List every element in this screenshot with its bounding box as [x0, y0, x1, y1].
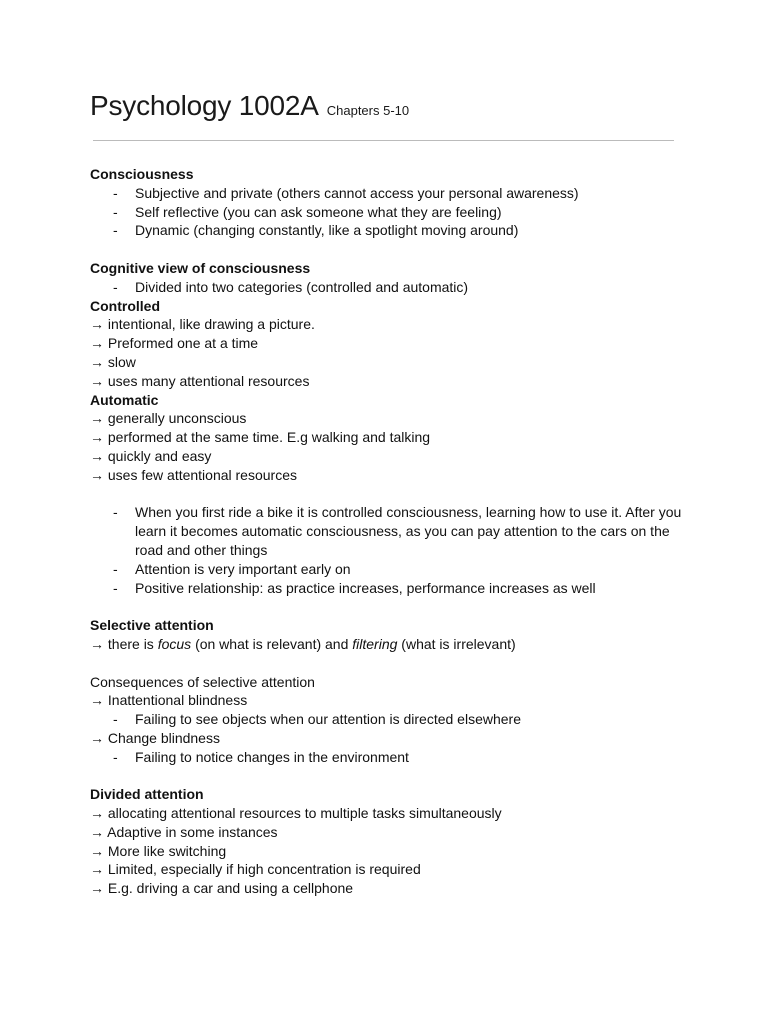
arrow-item-text: Limited, especially if high concentration is required — [107, 861, 421, 878]
focus-term: focus — [157, 635, 192, 652]
change-list — [90, 748, 690, 767]
spacer — [90, 597, 690, 616]
dash-bullet: - — [113, 203, 118, 220]
dash-bullet: - — [113, 560, 118, 577]
list-item-text: Subjective and private (others cannot access your personal awareness) — [135, 184, 579, 201]
arrow-item-text: More like switching — [107, 842, 227, 859]
list-item-text: Positive relationship: as practice increases, performance increases as well — [135, 579, 596, 596]
arrow-glyph: → — [90, 729, 104, 746]
consciousness-list — [90, 184, 690, 240]
arrow-item-text: slow — [107, 353, 136, 370]
dash-bullet: - — [113, 711, 118, 728]
list-item — [90, 710, 690, 729]
arrow-item-text: uses many attentional resources — [107, 372, 310, 389]
list-item — [90, 203, 690, 222]
dash-bullet: - — [113, 504, 118, 521]
arrow-item — [90, 860, 690, 879]
arrow-glyph: → — [90, 410, 104, 427]
arrow-item — [90, 804, 690, 823]
inattentional-list — [90, 710, 690, 729]
arrow-item — [90, 447, 690, 466]
arrow-glyph: → — [90, 447, 104, 464]
arrow-glyph: → — [90, 372, 104, 389]
dash-bullet: - — [113, 222, 118, 239]
arrow-item — [90, 823, 690, 842]
title-divider — [93, 140, 674, 141]
arrow-glyph: → — [90, 861, 104, 878]
list-item — [90, 748, 690, 767]
arrow-item — [90, 729, 690, 748]
section-heading-controlled: Controlled — [90, 297, 160, 314]
arrow-item-text: E.g. driving a car and using a cellphone — [107, 880, 354, 897]
list-item-text: Dynamic (changing constantly, like a spotlight moving around) — [135, 222, 519, 239]
list-item — [90, 560, 690, 579]
list-item-text: Self reflective (you can ask someone what they are feeling) — [135, 203, 502, 220]
arrow-item-text: quickly and easy — [107, 447, 212, 464]
arrow-item-text: Adaptive in some instances — [107, 823, 278, 840]
arrow-item — [90, 428, 690, 447]
section-heading-selective: Selective attention — [90, 617, 214, 634]
list-item-text: Failing to notice changes in the environment — [135, 748, 409, 765]
arrow-item — [90, 466, 690, 485]
arrow-glyph: → — [90, 635, 104, 652]
arrow-item-text: intentional, like drawing a picture. — [107, 316, 315, 333]
list-item-text: Failing to see objects when our attention is directed elsewhere — [135, 711, 521, 728]
selective-text-prefix: there is — [107, 635, 154, 652]
list-item-text: Divided into two categories (controlled and automatic) — [135, 278, 469, 295]
arrow-item — [90, 635, 690, 654]
page-title: Psychology 1002A — [90, 90, 319, 121]
arrow-item — [90, 842, 690, 861]
arrow-glyph: → — [90, 880, 104, 897]
spacer — [90, 240, 690, 259]
dash-bullet: - — [113, 278, 118, 295]
arrow-glyph: → — [90, 429, 104, 446]
page-subtitle: Chapters 5-10 — [326, 103, 410, 118]
arrow-glyph: → — [90, 353, 104, 370]
spacer — [90, 654, 690, 673]
arrow-item — [90, 353, 690, 372]
list-item — [90, 184, 690, 203]
arrow-glyph: → — [90, 692, 104, 709]
arrow-glyph: → — [90, 823, 104, 840]
section-heading-cognitive: Cognitive view of consciousness — [90, 259, 311, 276]
bike-list — [90, 503, 690, 597]
notes-body — [90, 165, 690, 898]
cognitive-list — [90, 278, 690, 297]
selective-text-middle: (on what is relevant) and — [195, 635, 349, 652]
spacer — [90, 767, 690, 786]
arrow-item-text: Inattentional blindness — [107, 692, 248, 709]
arrow-item — [90, 372, 690, 391]
arrow-item-text: performed at the same time. E.g walking and talking — [107, 429, 431, 446]
arrow-item — [90, 315, 690, 334]
arrow-item-text: allocating attentional resources to multiple tasks simultaneously — [107, 805, 502, 822]
arrow-item — [90, 691, 690, 710]
arrow-item-text: Preformed one at a time — [107, 335, 259, 352]
arrow-glyph: → — [90, 805, 104, 822]
arrow-item-text: uses few attentional resources — [107, 466, 297, 483]
section-heading-divided: Divided attention — [90, 786, 204, 803]
dash-bullet: - — [113, 748, 118, 765]
arrow-glyph: → — [90, 335, 104, 352]
list-item — [90, 221, 690, 240]
list-item-text: Attention is very important early on — [135, 560, 351, 577]
arrow-item-text: Change blindness — [107, 729, 220, 746]
spacer — [90, 485, 690, 504]
arrow-glyph: → — [90, 466, 104, 483]
list-item — [90, 278, 690, 297]
section-heading-consequences: Consequences of selective attention — [90, 673, 315, 690]
arrow-item — [90, 879, 690, 898]
section-heading-consciousness: Consciousness — [90, 166, 194, 182]
list-item-text: When you first ride a bike it is controlled consciousness, learning how to use it. After you learn it becomes automatic consciousness, as you can pay attention to the cars on the road and other things — [135, 504, 682, 558]
section-heading-automatic: Automatic — [90, 391, 159, 408]
arrow-glyph: → — [90, 316, 104, 333]
arrow-item-text: generally unconscious — [107, 410, 247, 427]
arrow-item — [90, 334, 690, 353]
selective-text-suffix: (what is irrelevant) — [401, 635, 516, 652]
dash-bullet: - — [113, 579, 118, 596]
arrow-item — [90, 409, 690, 428]
title-row — [90, 90, 409, 122]
dash-bullet: - — [113, 184, 118, 201]
list-item — [90, 503, 690, 559]
list-item — [90, 579, 690, 598]
arrow-glyph: → — [90, 842, 104, 859]
filtering-term: filtering — [352, 635, 398, 652]
